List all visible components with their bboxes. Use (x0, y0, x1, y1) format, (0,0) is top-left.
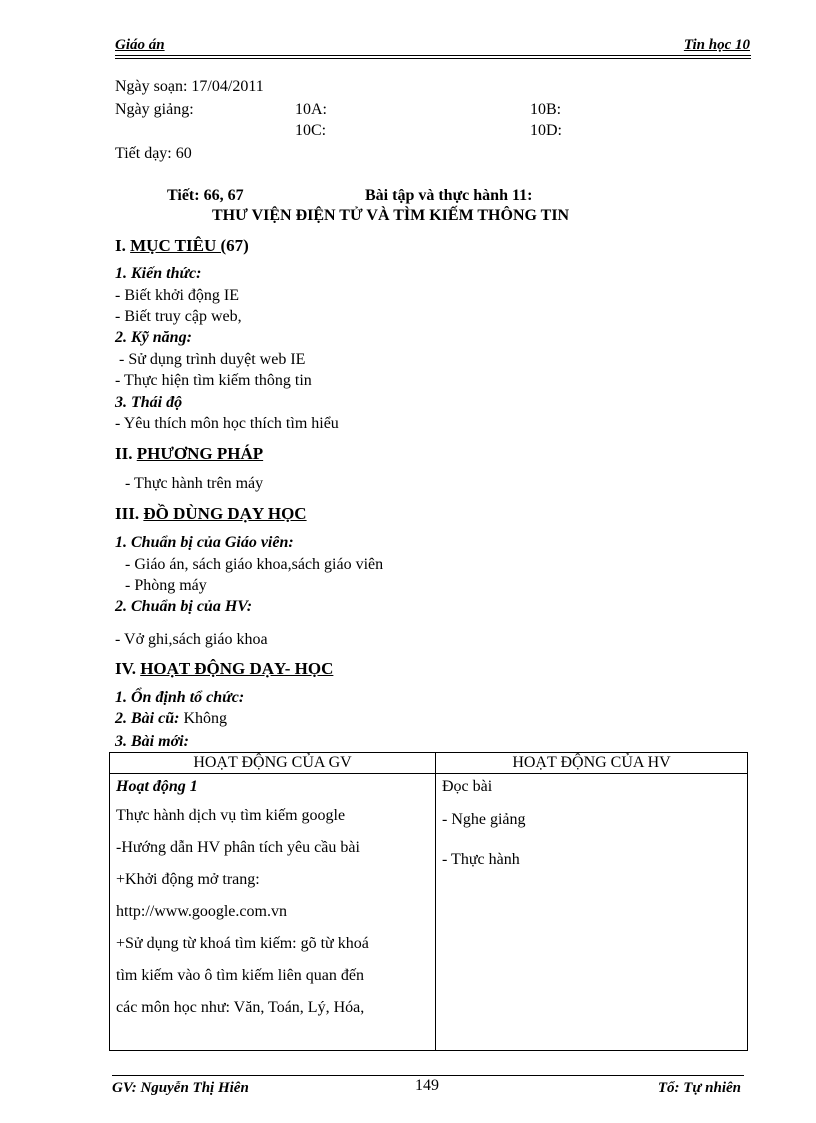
tiet-day: Tiết dạy: 60 (115, 145, 192, 162)
list-item: - Biết truy cập web, (115, 308, 242, 325)
lesson-tiet: Tiết: 66, 67 (167, 187, 244, 204)
header-rule (115, 55, 751, 56)
page-number: 149 (415, 1077, 439, 1094)
section-title: HOẠT ĐỘNG DẠY- HỌC (140, 659, 334, 678)
section-do-dung (115, 504, 307, 524)
list-item: - Thực hành trên máy (125, 475, 264, 492)
col-header-gv: HOẠT ĐỘNG CỦA GV (110, 753, 436, 774)
list-item: - Phòng máy (125, 577, 207, 594)
section-num: II. (115, 444, 133, 463)
gv-line: +Khởi động mở trang: (116, 871, 260, 888)
hv-line: - Thực hành (442, 851, 520, 868)
class-10c: 10C: (295, 122, 327, 139)
lesson-name: THƯ VIỆN ĐIỆN TỬ VÀ TÌM KIẾM THÔNG TIN (212, 207, 570, 224)
section-num: IV. (115, 659, 136, 678)
hv-cell (436, 774, 748, 1051)
class-10d: 10D: (530, 122, 562, 139)
ngay-giang-label: Ngày giảng: (115, 101, 194, 118)
footer-rule (112, 1075, 744, 1076)
ky-nang-heading: 2. Kỹ năng: (115, 329, 192, 346)
hv-line: - Nghe giảng (442, 811, 526, 828)
header-left: Giáo án (115, 37, 165, 53)
list-item: - Yêu thích môn học thích tìm hiểu (115, 415, 339, 432)
gv-line: -Hướng dẫn HV phân tích yêu cầu bài (116, 839, 360, 856)
class-10a: 10A: (295, 101, 327, 118)
bai-cu (115, 710, 227, 728)
bai-cu-value: Không (179, 710, 228, 727)
gv-line: +Sử dụng từ khoá tìm kiếm: gõ từ khoá (116, 935, 369, 952)
table-row (110, 774, 748, 1051)
list-item: - Biết khởi động IE (115, 287, 239, 304)
section-suffix: 67) (226, 236, 249, 255)
gv-cell (110, 774, 436, 1051)
bai-moi-heading: 3. Bài mới: (115, 733, 189, 750)
bai-cu-label: 2. Bài cũ: (115, 710, 180, 727)
section-title: PHƯƠNG PHÁP (136, 444, 264, 463)
on-dinh-heading: 1. Ổn định tổ chức: (115, 689, 245, 706)
chuan-bi-hv-heading: 2. Chuẩn bị của HV: (115, 598, 253, 615)
footer-teacher: GV: Nguyễn Thị Hiên (112, 1080, 249, 1096)
section-hoat-dong (115, 659, 333, 679)
list-item: - Vở ghi,sách giáo khoa (115, 631, 268, 648)
gv-line: các môn học như: Văn, Toán, Lý, Hóa, (116, 999, 365, 1016)
chuan-bi-gv-heading: 1. Chuẩn bị của Giáo viên: (115, 534, 294, 551)
section-muc-tieu (115, 236, 249, 256)
header-right: Tin học 10 (683, 37, 750, 53)
list-item: - Sử dụng trình duyệt web IE (115, 351, 306, 368)
section-phuong-phap (115, 444, 263, 464)
header-rule-2 (115, 58, 751, 59)
footer-department: Tổ: Tự nhiên (657, 1080, 741, 1096)
section-num: I. (115, 236, 126, 255)
lesson-bai: Bài tập và thực hành 11: (365, 187, 533, 204)
list-item: - Thực hiện tìm kiếm thông tin (115, 372, 312, 389)
kien-thuc-heading: 1. Kiến thức: (115, 265, 202, 282)
gv-line: tìm kiếm vào ô tìm kiếm liên quan đến (116, 967, 364, 984)
hoat-dong-title: Hoạt động 1 (116, 778, 198, 795)
table-header-row (110, 753, 748, 774)
thai-do-heading: 3. Thái độ (115, 394, 183, 411)
activity-table (109, 752, 748, 1051)
col-header-hv: HOẠT ĐỘNG CỦA HV (436, 753, 748, 774)
gv-line: http://www.google.com.vn (116, 903, 287, 920)
hv-line: Đọc bài (442, 778, 493, 795)
gv-line: Thực hành dịch vụ tìm kiếm google (116, 807, 346, 824)
section-title: MỤC TIÊU ( (130, 236, 227, 255)
class-10b: 10B: (530, 101, 562, 118)
list-item: - Giáo án, sách giáo khoa,sách giáo viên (125, 556, 384, 573)
section-title: ĐỒ DÙNG DẠY HỌC (143, 504, 307, 523)
section-num: III. (115, 504, 140, 523)
ngay-soan: Ngày soạn: 17/04/2011 (115, 78, 264, 95)
